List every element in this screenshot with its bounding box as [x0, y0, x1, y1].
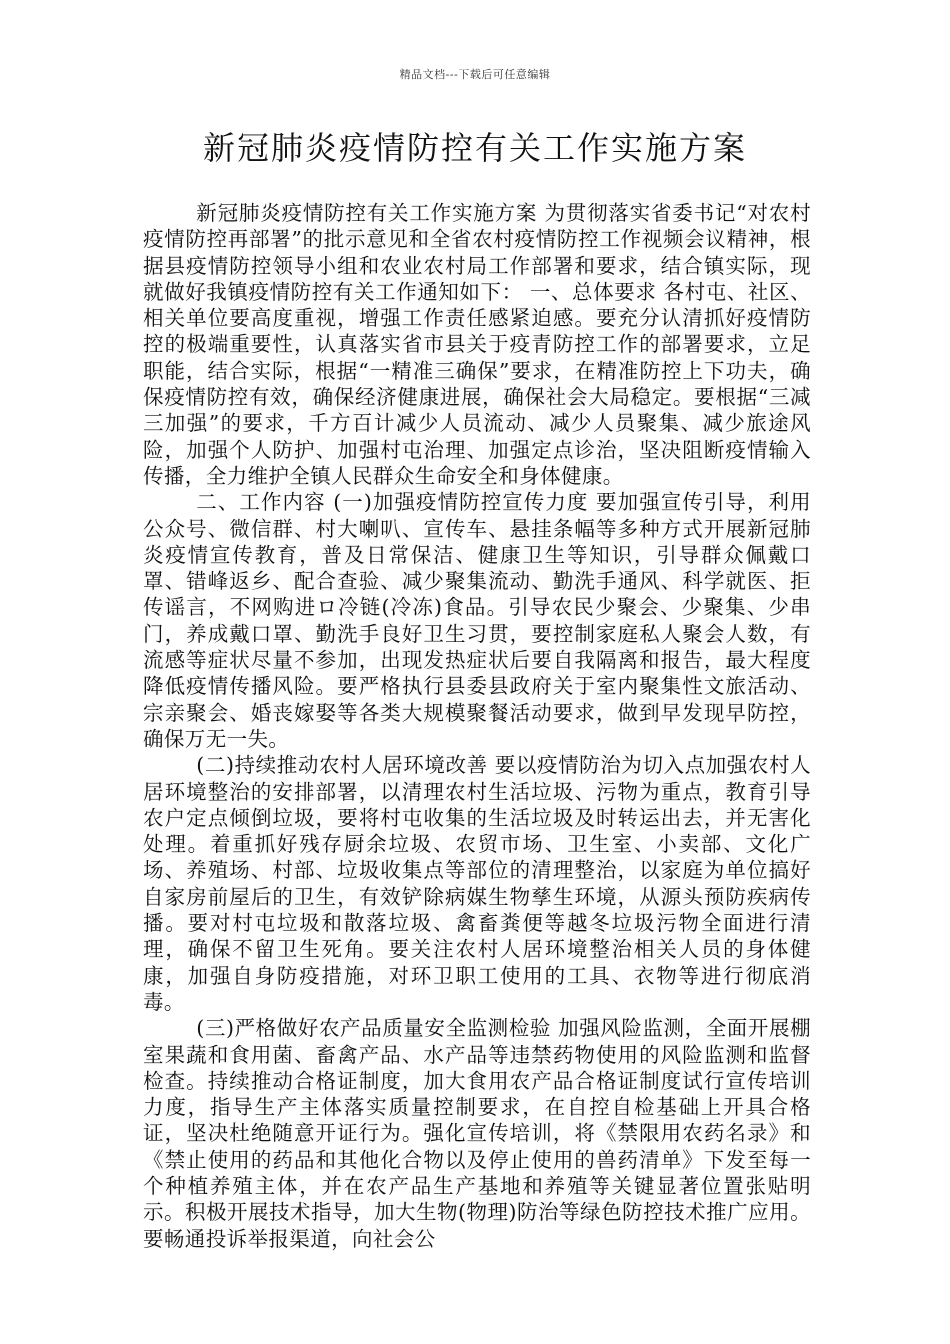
document-title: 新冠肺炎疫情防控有关工作实施方案 — [202, 129, 747, 167]
header-note: 精品文档---下载后可任意编辑 — [399, 68, 551, 81]
paragraph-intro: 新冠肺炎疫情防控有关工作实施方案 为贯彻落实省委书记“对农村疫情防控再部署”的批示意见和全省农村疫情防控工作视频会议精神，根据县疫情防控领导小组和农业农村局工作部署和要求，结合镇实际，现就做好我镇疫情防控有关工作通知如下： 一、总体要求 各村屯、社区、相关单位要高度重视，增强工作责任感紧迫感。要充分认清抓好疫情防控的极端重要性，认真落实省市县关于疫青防控工作的部署要求，立足职能，结合实际，根据“一精准三确保”要求，在精准防控上下功夫，确保疫情防控有效，确保经济健康进展，确保社会大局稳定。要根据“三减三加强”的要求，千方百计减少人员流动、减少人员聚集、减少旅途风险，加强个人防护、加强村屯治理、加强定点诊治，坚决阻断疫情输入传播，全力维护全镇人民群众生命安全和身体健康。 — [143, 201, 811, 488]
paragraph-section-2-3: (三)严格做好农产品质量安全监测检验 加强风险监测，全面开展棚室果蔬和食用菌、畜禽产品、水产品等违禁药物使用的风险监测和监督检查。持续推动合格证制度，加大食用农产品合格证制度试行宣传培训力度，指导生产主体落实质量控制要求，在自控自检基础上开具合格证，坚决杜绝随意开证行为。强化宣传培训，将《禁限用农药名录》和《禁止使用的药品和其他化合物以及停止使用的兽药清单》下发至每一个种植养殖主体，并在农产品生产基地和养殖等关键显著位置张贴明示。积极开展技术指导，加大生物(物理)防治等绿色防控技术推广应用。要畅通投诉举报渠道，向社会公 — [143, 1016, 811, 1251]
paragraph-section-2-2: (二)持续推动农村人居环境改善 要以疫情防治为切入点加强农村人居环境整治的安排部署，以清理农村生活垃圾、污物为重点，教育引导农户定点倾倒垃圾，要将村屯收集的生活垃圾及时转运出去，并无害化处理。着重抓好残存厨余垃圾、农贸市场、卫生室、小卖部、文化广场、养殖场、村部、垃圾收集点等部位的清理整治，以家庭为单位搞好自家房前屋后的卫生，有效铲除病媒生物孳生环境，从源头预防疾病传播。要对村屯垃圾和散落垃圾、禽畜粪便等越冬垃圾污物全面进行清理，确保不留卫生死角。要关注农村人居环境整治相关人员的身体健康，加强自身防疫措施，对环卫职工使用的工具、衣物等进行彻底消毒。 — [143, 753, 811, 1014]
document-body — [143, 200, 811, 1252]
paragraph-section-2: 二、工作内容 (一)加强疫情防控宣传力度 要加强宣传引导，利用公众号、微信群、村大喇叭、宣传车、悬挂条幅等多种方式开展新冠肺炎疫情宣传教育，普及日常保洁、健康卫生等知识，引导群众佩戴口罩、错峰返乡、配合查验、减少聚集流动、勤洗手通风、科学就医、拒传谣言，不网购进ロ冷链(冷冻)食品。引导农民少聚会、少聚集、少串门，养成戴口罩、勤洗手良好卫生习贯，要控制家庭私人聚会人数，有流感等症状尽量不参加，出现发热症状后要自我隔离和报告，最大程度降低疫情传播风险。要严格执行县委县政府关于室内聚集性文旅活动、宗亲聚会、婚丧嫁娶等各类大规模聚餐活动要求，做到早发现早防控，确保万无一失。 — [143, 490, 811, 751]
